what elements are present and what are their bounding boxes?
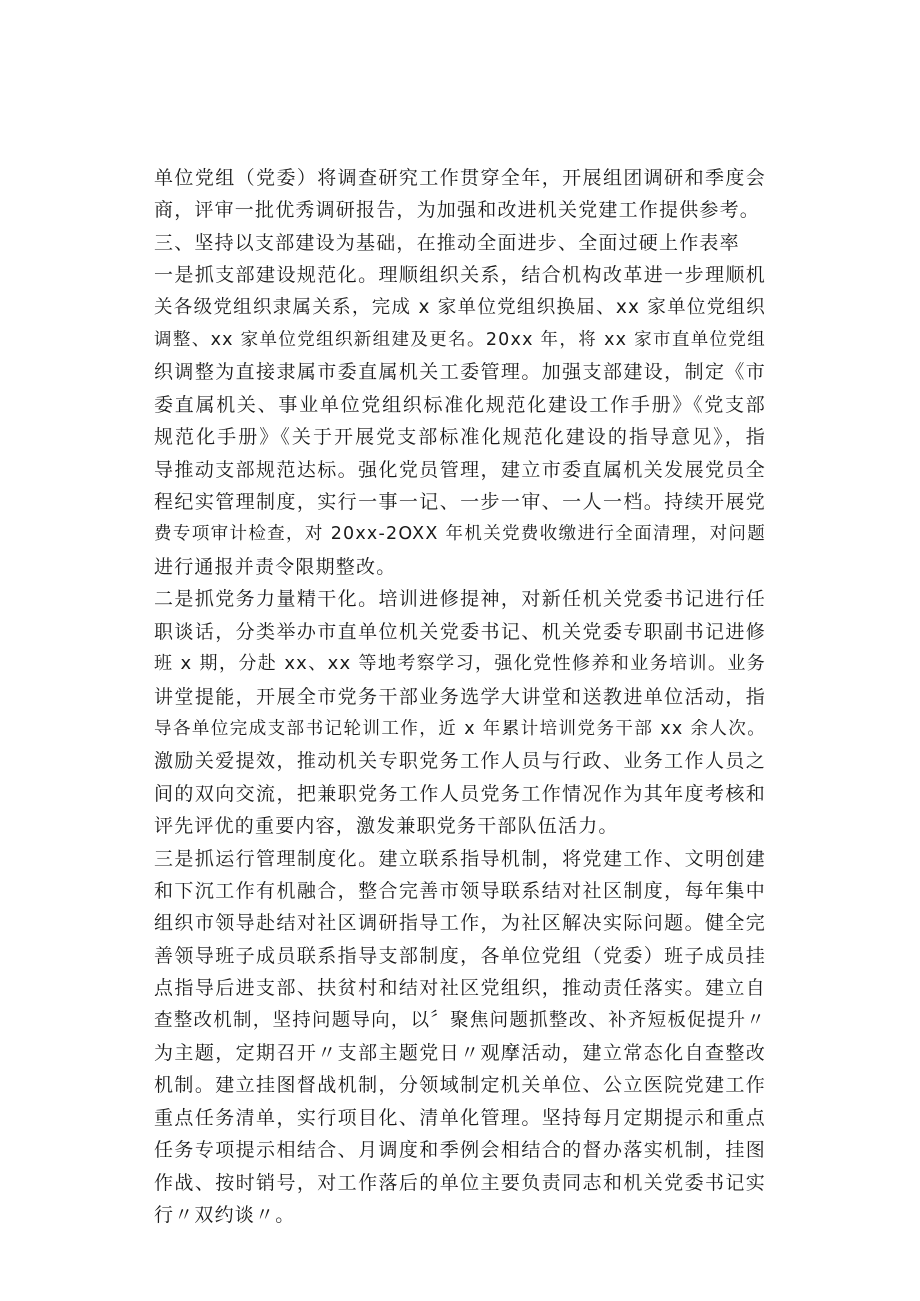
text-line: 单位党组（党委）将调查研究工作贯穿全年，开展组团调研和季度会	[154, 167, 766, 189]
paragraph-intro-continuation	[154, 162, 766, 227]
text-line: 导推动支部规范达标。强化党员管理，建立市委直属机关发展党员全	[154, 458, 766, 481]
text-line: 商，评审一批优秀调研报告，为加强和改进机关党建工作提供参考。	[154, 199, 761, 222]
text-line: 点指导后进支部、扶贫村和结对社区党组织，推动责任落实。建立自	[154, 977, 766, 1000]
text-line: 班 x 期，分赴 xx、xx 等地考察学习，强化党性修养和业务培训。业务	[154, 653, 766, 675]
text-line: 二是抓党务力量精干化。培训进修提神，对新任机关党委书记进行任	[154, 588, 766, 611]
paragraph-point-one	[154, 259, 766, 583]
text-line: 任务专项提示相结合、月调度和季例会相结合的督办落实机制，挂图	[154, 1139, 766, 1162]
text-line: 激励关爱提效，推动机关专职党务工作人员与行政、业务工作人员之	[154, 750, 766, 773]
text-line: 三、坚持以支部建设为基础，在推动全面进步、全面过硬上作表率	[154, 231, 740, 254]
text-line: 重点任务清单，实行项目化、清单化管理。坚持每月定期提示和重点	[154, 1106, 766, 1129]
text-line: 程纪实管理制度，实行一事一记、一步一审、一人一档。持续开展党	[154, 491, 766, 514]
paragraph-point-three	[154, 843, 766, 1232]
document-body	[154, 162, 766, 1231]
text-line: 一是抓支部建设规范化。理顺组织关系，结合机构改革进一步理顺机	[154, 264, 766, 287]
text-line: 评先评优的重要内容，激发兼职党务干部队伍活力。	[154, 815, 619, 838]
text-line: 善领导班子成员联系指导支部制度，各单位党组（党委）班子成员挂	[154, 944, 766, 967]
text-line: 和下沉工作有机融合，整合完善市领导联系结对社区制度，每年集中	[154, 879, 766, 902]
text-line: 为主题，定期召开〃支部主题党日〃观摩活动，建立常态化自查整改	[154, 1041, 766, 1064]
text-line: 作战、按时销号，对工作落后的单位主要负责同志和机关党委书记实	[154, 1171, 766, 1194]
text-line: 讲堂提能，开展全市党务干部业务选学大讲堂和送教进单位活动，指	[154, 685, 766, 708]
text-line: 机制。建立挂图督战机制，分领域制定机关单位、公立医院党建工作	[154, 1074, 766, 1097]
text-line: 行〃双约谈〃。	[154, 1204, 296, 1226]
text-line: 调整、xx 家单位党组织新组建及更名。20xx 年，将 xx 家市直单位党组	[154, 330, 766, 351]
text-line: 委直属机关、事业单位党组织标准化规范化建设工作手册》《党支部	[154, 393, 766, 416]
paragraph-section-three-heading	[154, 227, 766, 259]
text-line: 关各级党组织隶属关系，完成 x 家单位党组织换届、xx 家单位党组织	[154, 296, 766, 318]
text-line: 规范化手册》《关于开展党支部标准化规范化建设的指导意见》，指	[154, 426, 766, 449]
text-line: 费专项审计检查，对 20xx-2OXX 年机关党费收缴进行全面清理，对问题	[154, 524, 766, 545]
text-line: 间的双向交流，把兼职党务工作人员党务工作情况作为其年度考核和	[154, 782, 766, 805]
paragraph-point-two	[154, 583, 766, 842]
text-line: 导各单位完成支部书记轮训工作，近 x 年累计培训党务干部 xx 余人次。	[154, 718, 766, 739]
text-line: 织调整为直接隶属市委直属机关工委管理。加强支部建设，制定《市	[154, 361, 766, 384]
text-line: 职谈话，分类举办市直单位机关党委书记、机关党委专职副书记进修	[154, 620, 766, 643]
text-line: 进行通报并责令限期整改。	[154, 555, 397, 578]
text-line: 三是抓运行管理制度化。建立联系指导机制，将党建工作、文明创建	[154, 847, 766, 870]
text-line: 查整改机制，坚持问题导向，以〞聚焦问题抓整改、补齐短板促提升〃	[154, 1009, 766, 1031]
text-line: 组织市领导赴结对社区调研指导工作，为社区解决实际问题。健全完	[154, 912, 766, 935]
